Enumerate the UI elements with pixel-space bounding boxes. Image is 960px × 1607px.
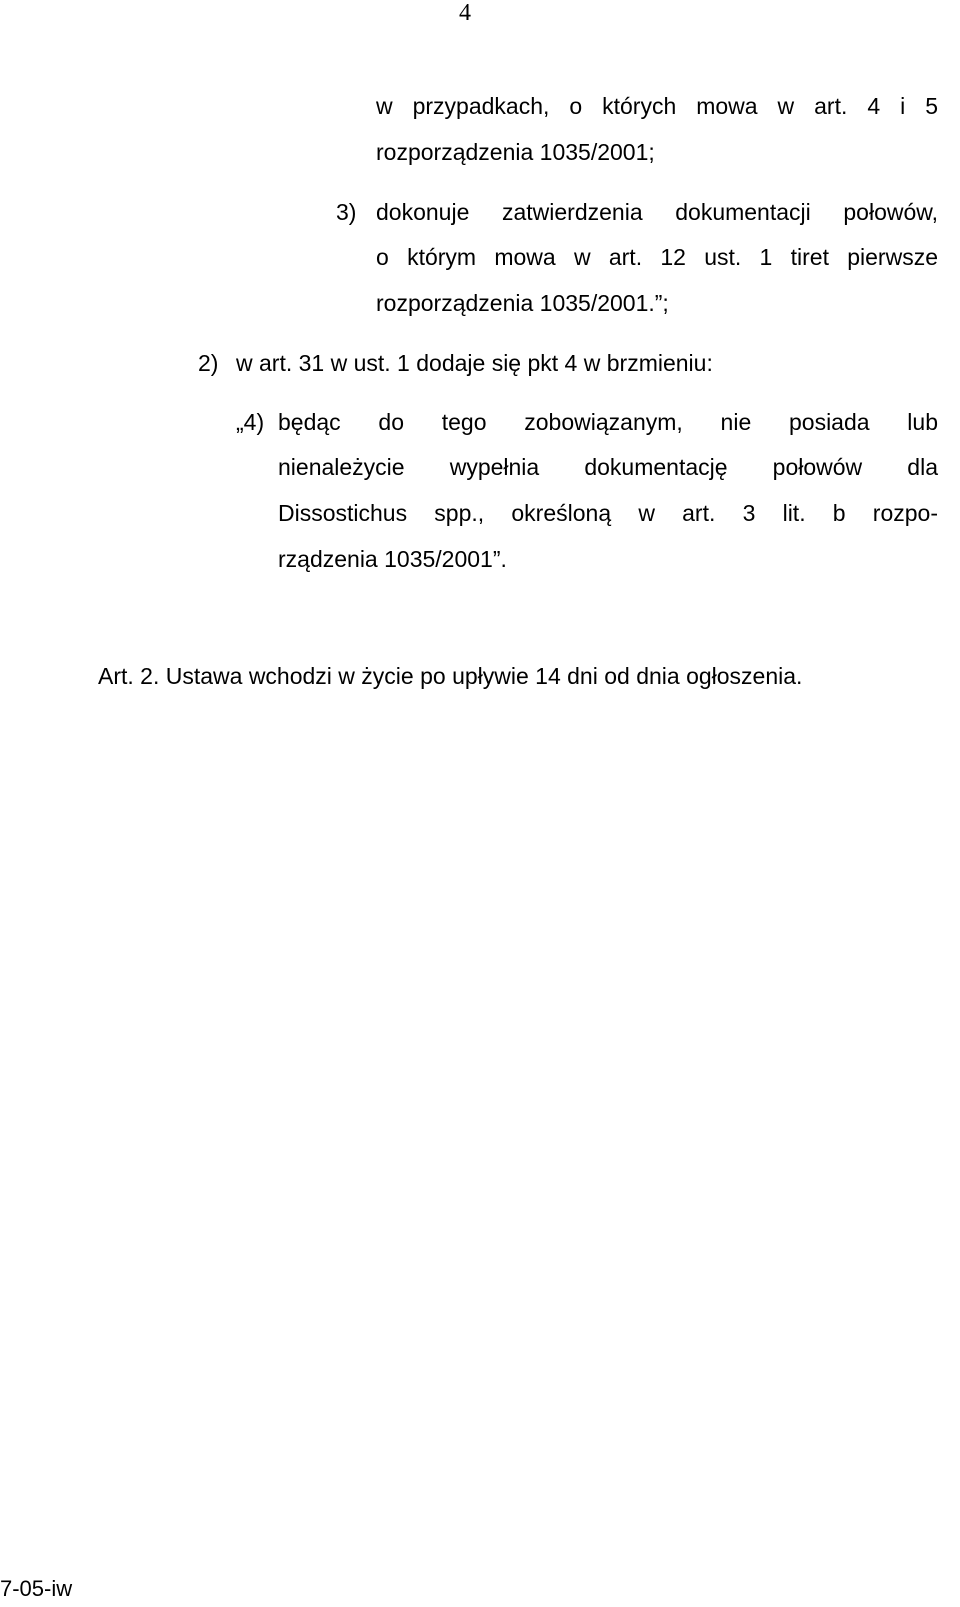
item-continuation-line-2: rozporządzenia 1035/2001;	[376, 139, 655, 165]
article-2: Art. 2. Ustawa wchodzi w życie po upływie 14 dni od dnia ogłoszenia.	[98, 663, 803, 689]
point-4-line-4: rządzenia 1035/2001”.	[278, 546, 507, 572]
point-4-line-1: będąc do tego zobowiązanym, nie posiada lub	[278, 409, 938, 435]
item-3-line-3: rozporządzenia 1035/2001.”;	[376, 290, 669, 316]
item-3-line-1: dokonuje zatwierdzenia dokumentacji połowów,	[376, 199, 938, 225]
page-number: 4	[459, 0, 471, 26]
point-4-line-3: Dissostichus spp., określoną w art. 3 lit. b rozpo-	[278, 500, 938, 526]
item-3-number: 3)	[336, 199, 357, 225]
footer-document-code: 7-05-iw	[0, 1576, 73, 1601]
item-continuation-line-1: w przypadkach, o których mowa w art. 4 i 5	[376, 93, 938, 119]
item-3-line-2: o którym mowa w art. 12 ust. 1 tiret pierwsze	[376, 244, 938, 270]
point-4-line-2: nienależycie wypełnia dokumentację połowów dla	[278, 454, 938, 480]
item-2-text: w art. 31 w ust. 1 dodaje się pkt 4 w brzmieniu:	[236, 350, 713, 376]
point-4-number: „4)	[236, 409, 265, 435]
item-2-number: 2)	[198, 350, 219, 376]
